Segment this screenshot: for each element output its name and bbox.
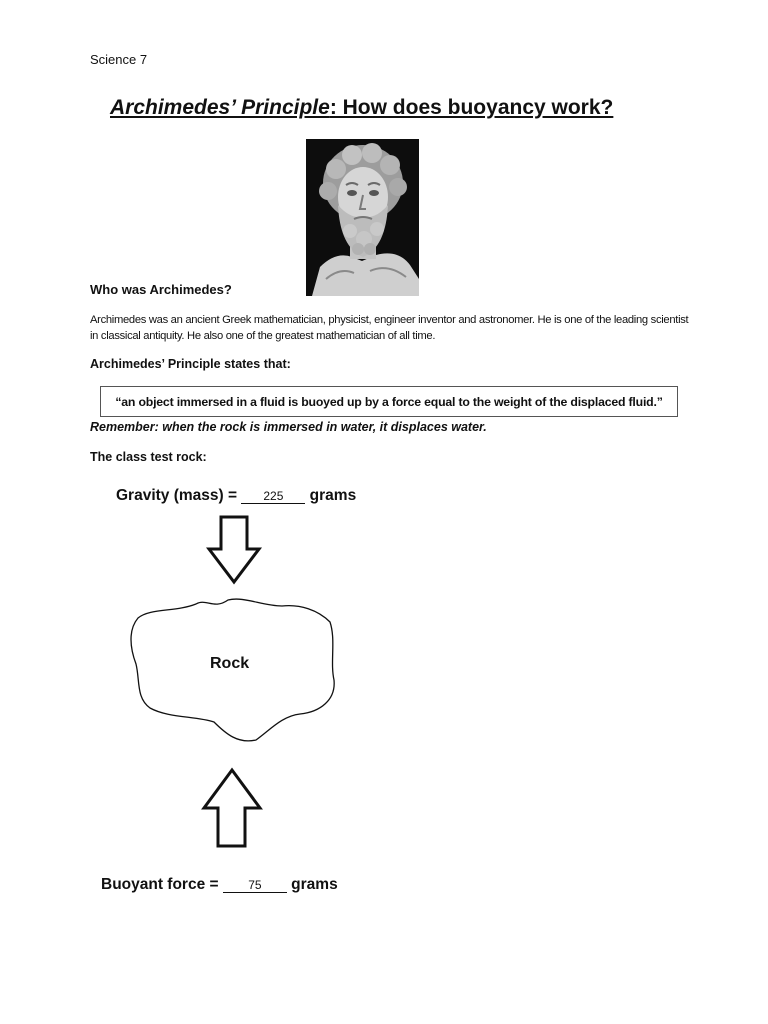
gravity-equation [116,487,356,505]
down-arrow-icon [209,517,259,582]
buoyant-value: 75 [223,878,287,893]
title-rest: : How does buoyancy work? [329,96,614,119]
buoyant-equation [101,876,338,894]
who-heading: Who was Archimedes? [90,282,232,297]
rock-label: Rock [210,655,250,672]
buoyant-label: Buoyant force = [101,876,223,893]
up-arrow-icon [204,770,260,846]
principle-heading: Archimedes’ Principle states that: [90,357,291,371]
gravity-value: 225 [241,489,305,504]
title-italic: Archimedes’ Principle [110,96,330,119]
principle-quote: “an object immersed in a fluid is buoyed up by a force equal to the weight of the displaced fluid.” [115,394,663,409]
class-test-heading: The class test rock: [90,450,207,464]
gravity-label: Gravity (mass) = [116,487,242,504]
remember-note: Remember: when the rock is immersed in water, it displaces water. [90,420,487,434]
buoyant-unit: grams [286,876,338,893]
course-label: Science 7 [90,52,148,67]
bio-paragraph: Archimedes was an ancient Greek mathematician, physicist, engineer inventor and astronomer. He is one of the leading scientist in classical antiquity. He also one of the greatest mathematician of all time. [90,314,689,342]
gravity-unit: grams [305,487,357,504]
